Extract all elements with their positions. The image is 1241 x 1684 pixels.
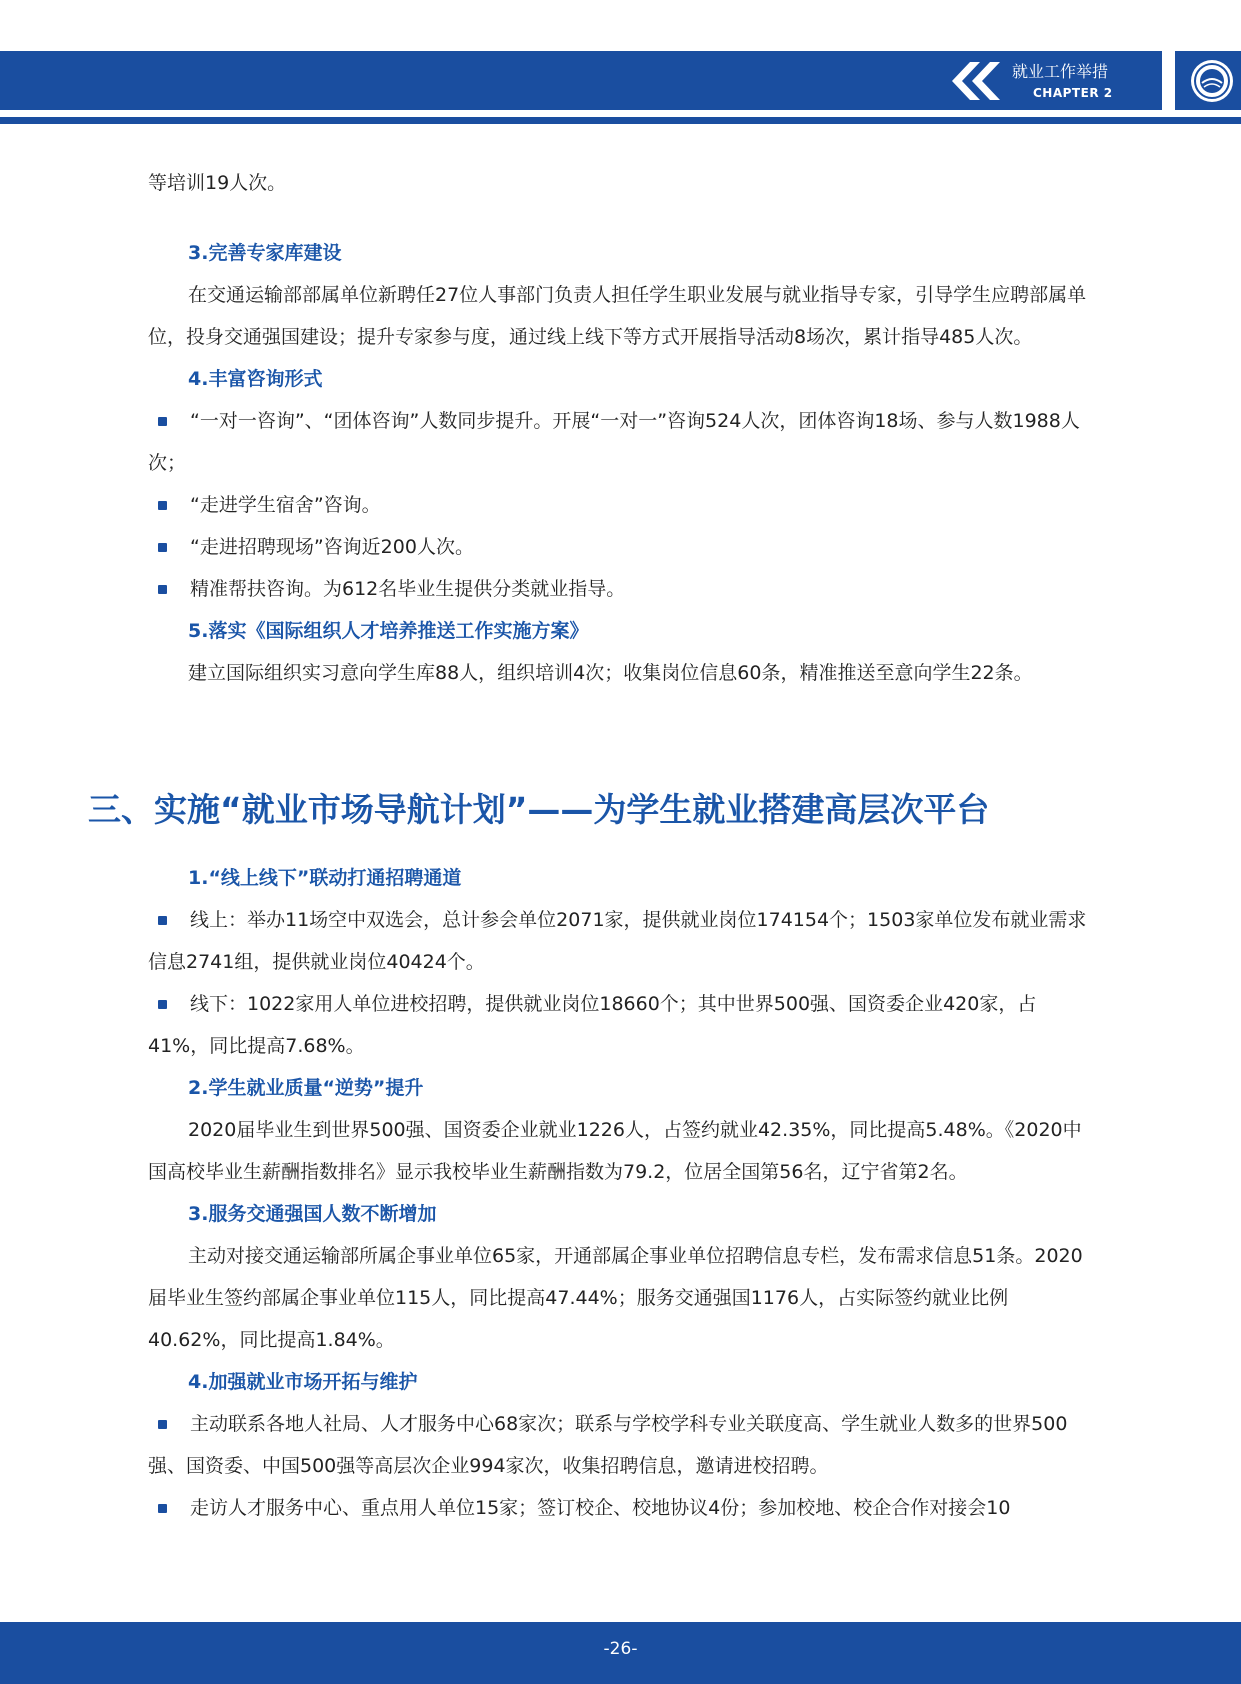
bullet-item [148,400,1094,484]
paragraph: 建立国际组织实习意向学生库88人，组织培训4次；收集岗位信息60条，精准推送至意向学生22条。 [188,662,1033,684]
bullet-item [148,568,1094,610]
bullet-item [148,526,1094,568]
page-number: -26- [603,1639,638,1659]
bullet-text: “一对一咨询”、“团体咨询”人数同步提升。开展“一对一”咨询524人次，团体咨询18场、参与人数1988人次； [148,410,1080,474]
subsection-heading: 1.“线上线下”联动打通招聘通道 [188,867,462,889]
chevron-left-icon [968,62,1008,100]
bullet-text: 线下：1022家用人单位进校招聘，提供就业岗位18660个；其中世界500强、国资委企业420家，占41%，同比提高7.68%。 [148,993,1037,1057]
chapter-title: 就业工作举措 [1012,62,1109,81]
bullet-text: 走访人才服务中心、重点用人单位15家；签订校企、校地协议4份；参加校地、校企合作对接会10 [190,1497,1011,1519]
bullet-square-icon [158,1504,167,1513]
bullet-text: “走进招聘现场”咨询近200人次。 [190,536,474,558]
paragraph: 等培训19人次。 [148,172,287,194]
content-bottom [148,857,1094,1529]
header-rule [0,117,1241,124]
bullet-item [148,899,1094,983]
paragraph: 主动对接交通运输部所属企事业单位65家，开通部属企事业单位招聘信息专栏，发布需求信息51条。2020届毕业生签约部属企事业单位115人，同比提高47.44%；服务交通强国1176人，占实际签约就业比例40.62%，同比提高1.84%。 [148,1245,1083,1351]
subsection-heading: 3.服务交通强国人数不断增加 [188,1203,437,1225]
bullet-square-icon [158,543,167,552]
header-divider [1162,51,1175,110]
bullet-text: 主动联系各地人社局、人才服务中心68家次；联系与学校学科专业关联度高、学生就业人数多的世界500强、国资委、中国500强等高层次企业994家次，收集招聘信息，邀请进校招聘。 [148,1413,1068,1477]
subsection-heading: 3.完善专家库建设 [188,242,342,264]
bullet-square-icon [158,1000,167,1009]
university-logo-icon [1190,59,1234,103]
bullet-item [148,1487,1094,1529]
section-heading: 三、实施“就业市场导航计划”——为学生就业搭建高层次平台 [88,790,990,829]
bullet-square-icon [158,916,167,925]
spacer [148,204,1094,232]
subsection-heading: 4.加强就业市场开拓与维护 [188,1371,418,1393]
bullet-item [148,1403,1094,1487]
bullet-square-icon [158,501,167,510]
bullet-item [148,983,1094,1067]
bullet-square-icon [158,585,167,594]
chapter-subtitle: CHAPTER 2 [1033,86,1113,100]
bullet-text: 精准帮扶咨询。为612名毕业生提供分类就业指导。 [190,578,626,600]
bullet-square-icon [158,1420,167,1429]
bullet-square-icon [158,417,167,426]
paragraph: 在交通运输部部属单位新聘任27位人事部门负责人担任学生职业发展与就业指导专家，引导学生应聘部属单位，投身交通强国建设；提升专家参与度，通过线上线下等方式开展指导活动8场次，累计指导485人次。 [148,284,1087,348]
subsection-heading: 5.落实《国际组织人才培养推送工作实施方案》 [188,620,589,642]
subsection-heading: 4.丰富咨询形式 [188,368,323,390]
paragraph: 2020届毕业生到世界500强、国资委企业就业1226人，占签约就业42.35%，同比提高5.48%。《2020中国高校毕业生薪酬指数排名》显示我校毕业生薪酬指数为79.2，位居全国第56名，辽宁省第2名。 [148,1119,1082,1183]
bullet-text: “走进学生宿舍”咨询。 [190,494,381,516]
bullet-text: 线上：举办11场空中双选会，总计参会单位2071家，提供就业岗位174154个；1503家单位发布就业需求信息2741组，提供就业岗位40424个。 [148,909,1087,973]
content-top [148,162,1094,694]
subsection-heading: 2.学生就业质量“逆势”提升 [188,1077,424,1099]
bullet-item [148,484,1094,526]
